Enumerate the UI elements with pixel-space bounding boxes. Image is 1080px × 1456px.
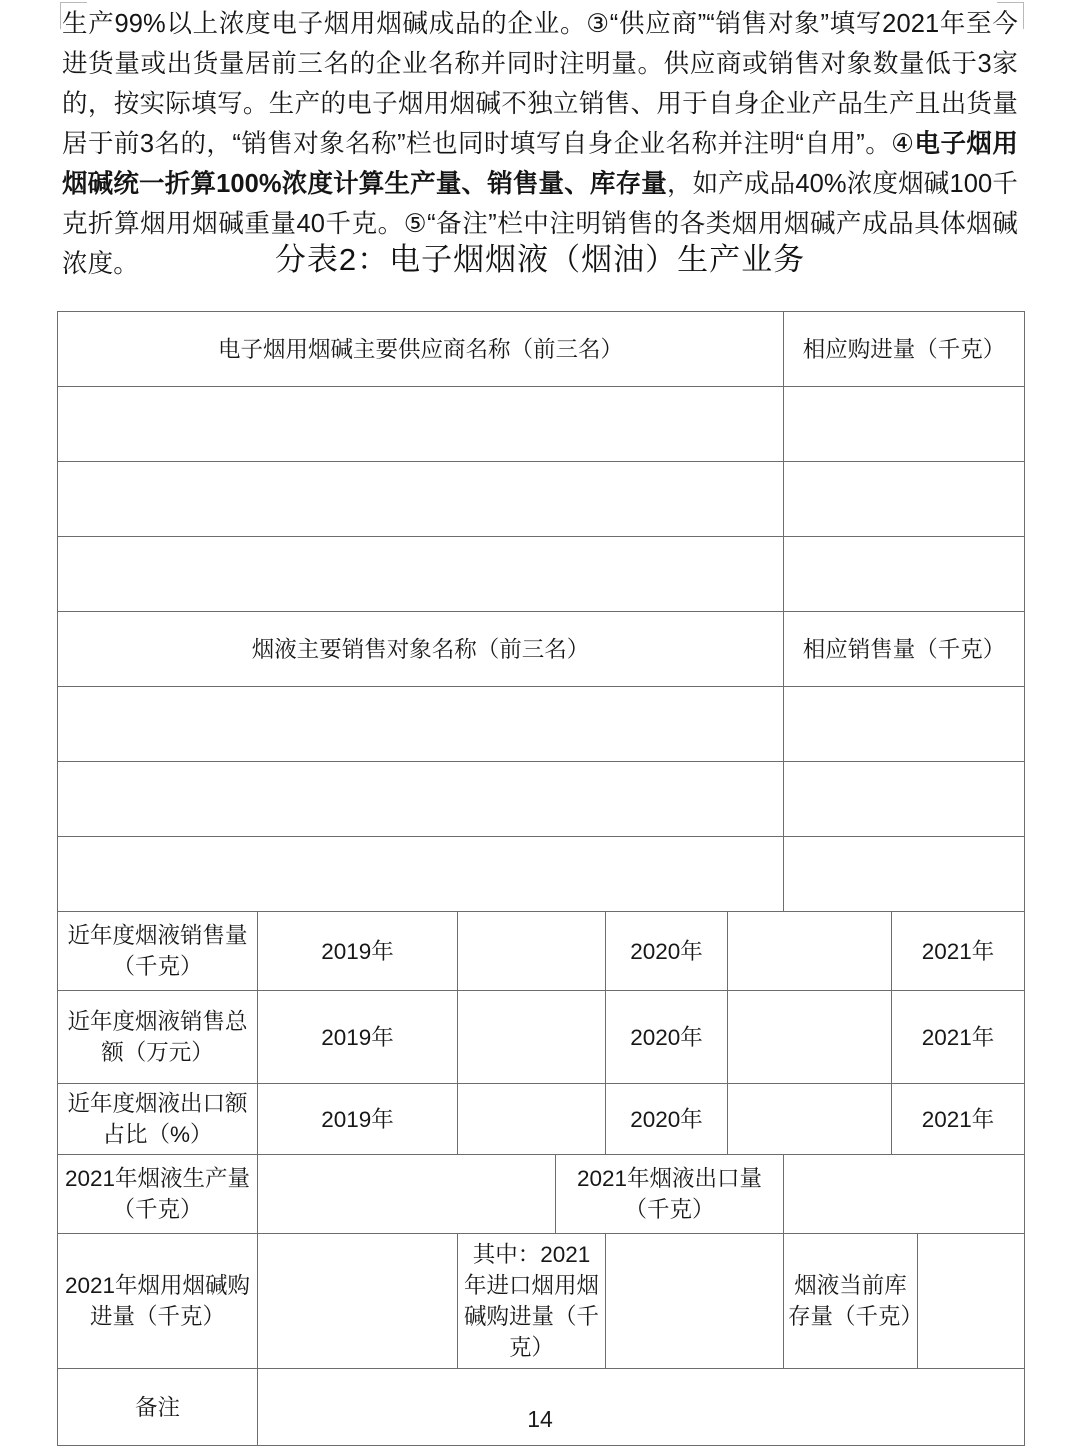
table-row bbox=[58, 387, 1025, 462]
production-business-form-table bbox=[57, 311, 1025, 1446]
customer-amount-header: 相应销售量（千克） bbox=[784, 612, 1025, 687]
sales-volume-year-2020-value[interactable] bbox=[728, 912, 892, 991]
customer-name-cell-3[interactable] bbox=[58, 837, 784, 912]
current-stock-value[interactable] bbox=[918, 1234, 1025, 1369]
export-volume-value[interactable] bbox=[784, 1155, 1025, 1234]
customer-amount-cell-3[interactable] bbox=[784, 837, 1025, 912]
sales-total-year-2019-value[interactable] bbox=[458, 991, 606, 1084]
current-stock-label: 烟液当前库存量（千克） bbox=[784, 1234, 918, 1369]
paragraph-segment: 生产99%以上浓度电子烟用烟碱成品的企业。③“供应商”“销售对象”填写2021年至今进货量或出货量居前三名的企业名称并同时注明量。供应商或销售对象数量低于3家的，按实际填写。生产的电子烟用烟碱不独立销售、用于自身企业产品生产且出货量居于前3名的，“销售对象名称”栏也同时填写自身企业名称并注明“自用”。④ bbox=[62, 10, 1018, 158]
table-row-nicotine-purchase bbox=[58, 1234, 1025, 1369]
sales-total-label: 近年度烟液销售总额（万元） bbox=[58, 991, 258, 1084]
export-ratio-label: 近年度烟液出口额占比（%） bbox=[58, 1084, 258, 1155]
table-row bbox=[58, 687, 1025, 762]
imported-nicotine-purchase-label: 其中：2021年进口烟用烟碱购进量（千克） bbox=[458, 1234, 606, 1369]
supplier-name-cell-1[interactable] bbox=[58, 387, 784, 462]
sales-total-year-2021-label: 2021年 bbox=[892, 991, 1025, 1084]
table-row-sales-total bbox=[58, 991, 1025, 1084]
remark-label: 备注 bbox=[58, 1369, 258, 1446]
table-row-export-ratio bbox=[58, 1084, 1025, 1155]
table-row-production-export bbox=[58, 1155, 1025, 1234]
supplier-name-cell-3[interactable] bbox=[58, 537, 784, 612]
customer-name-cell-2[interactable] bbox=[58, 762, 784, 837]
export-ratio-year-2021-label: 2021年 bbox=[892, 1084, 1025, 1155]
supplier-amount-cell-2[interactable] bbox=[784, 462, 1025, 537]
production-volume-label: 2021年烟液生产量（千克） bbox=[58, 1155, 258, 1234]
nicotine-purchase-value[interactable] bbox=[258, 1234, 458, 1369]
customer-amount-cell-2[interactable] bbox=[784, 762, 1025, 837]
customer-name-header: 烟液主要销售对象名称（前三名） bbox=[58, 612, 784, 687]
table-row-customer-header bbox=[58, 612, 1025, 687]
table-row bbox=[58, 462, 1025, 537]
supplier-amount-header: 相应购进量（千克） bbox=[784, 312, 1025, 387]
imported-nicotine-purchase-value[interactable] bbox=[606, 1234, 784, 1369]
table-row bbox=[58, 537, 1025, 612]
customer-amount-cell-1[interactable] bbox=[784, 687, 1025, 762]
sales-volume-label: 近年度烟液销售量（千克） bbox=[58, 912, 258, 991]
customer-name-cell-1[interactable] bbox=[58, 687, 784, 762]
table-row bbox=[58, 762, 1025, 837]
table-row-supplier-header bbox=[58, 312, 1025, 387]
sales-total-year-2020-label: 2020年 bbox=[606, 991, 728, 1084]
sales-volume-year-2019-label: 2019年 bbox=[258, 912, 458, 991]
table-row-sales-volume bbox=[58, 912, 1025, 991]
export-ratio-year-2020-label: 2020年 bbox=[606, 1084, 728, 1155]
supplier-amount-cell-1[interactable] bbox=[784, 387, 1025, 462]
export-ratio-year-2020-value[interactable] bbox=[728, 1084, 892, 1155]
paragraph-segment: ，如产成品40%浓度烟碱100千克折算烟用烟碱重量40千克。⑤“备注”栏中注明销售的各类烟用烟碱产成品具体烟碱浓度。 bbox=[62, 170, 1018, 278]
table-title: 分表2：电子烟烟液（烟油）生产业务 bbox=[274, 242, 806, 277]
export-ratio-year-2019-value[interactable] bbox=[458, 1084, 606, 1155]
supplier-name-header: 电子烟用烟碱主要供应商名称（前三名） bbox=[58, 312, 784, 387]
nicotine-purchase-label: 2021年烟用烟碱购进量（千克） bbox=[58, 1234, 258, 1369]
export-ratio-year-2019-label: 2019年 bbox=[258, 1084, 458, 1155]
sales-total-year-2019-label: 2019年 bbox=[258, 991, 458, 1084]
sales-volume-year-2020-label: 2020年 bbox=[606, 912, 728, 991]
table-row bbox=[58, 837, 1025, 912]
production-volume-value[interactable] bbox=[258, 1155, 556, 1234]
sales-total-year-2020-value[interactable] bbox=[728, 991, 892, 1084]
sales-volume-year-2021-label: 2021年 bbox=[892, 912, 1025, 991]
export-volume-label: 2021年烟液出口量（千克） bbox=[556, 1155, 784, 1234]
supplier-name-cell-2[interactable] bbox=[58, 462, 784, 537]
supplier-amount-cell-3[interactable] bbox=[784, 537, 1025, 612]
paragraph-segment-bold: 电子烟用烟碱统一折算100%浓度计算生产量、销售量、库存量 bbox=[62, 130, 1018, 198]
sales-volume-year-2019-value[interactable] bbox=[458, 912, 606, 991]
page-number: 14 bbox=[527, 1406, 553, 1432]
